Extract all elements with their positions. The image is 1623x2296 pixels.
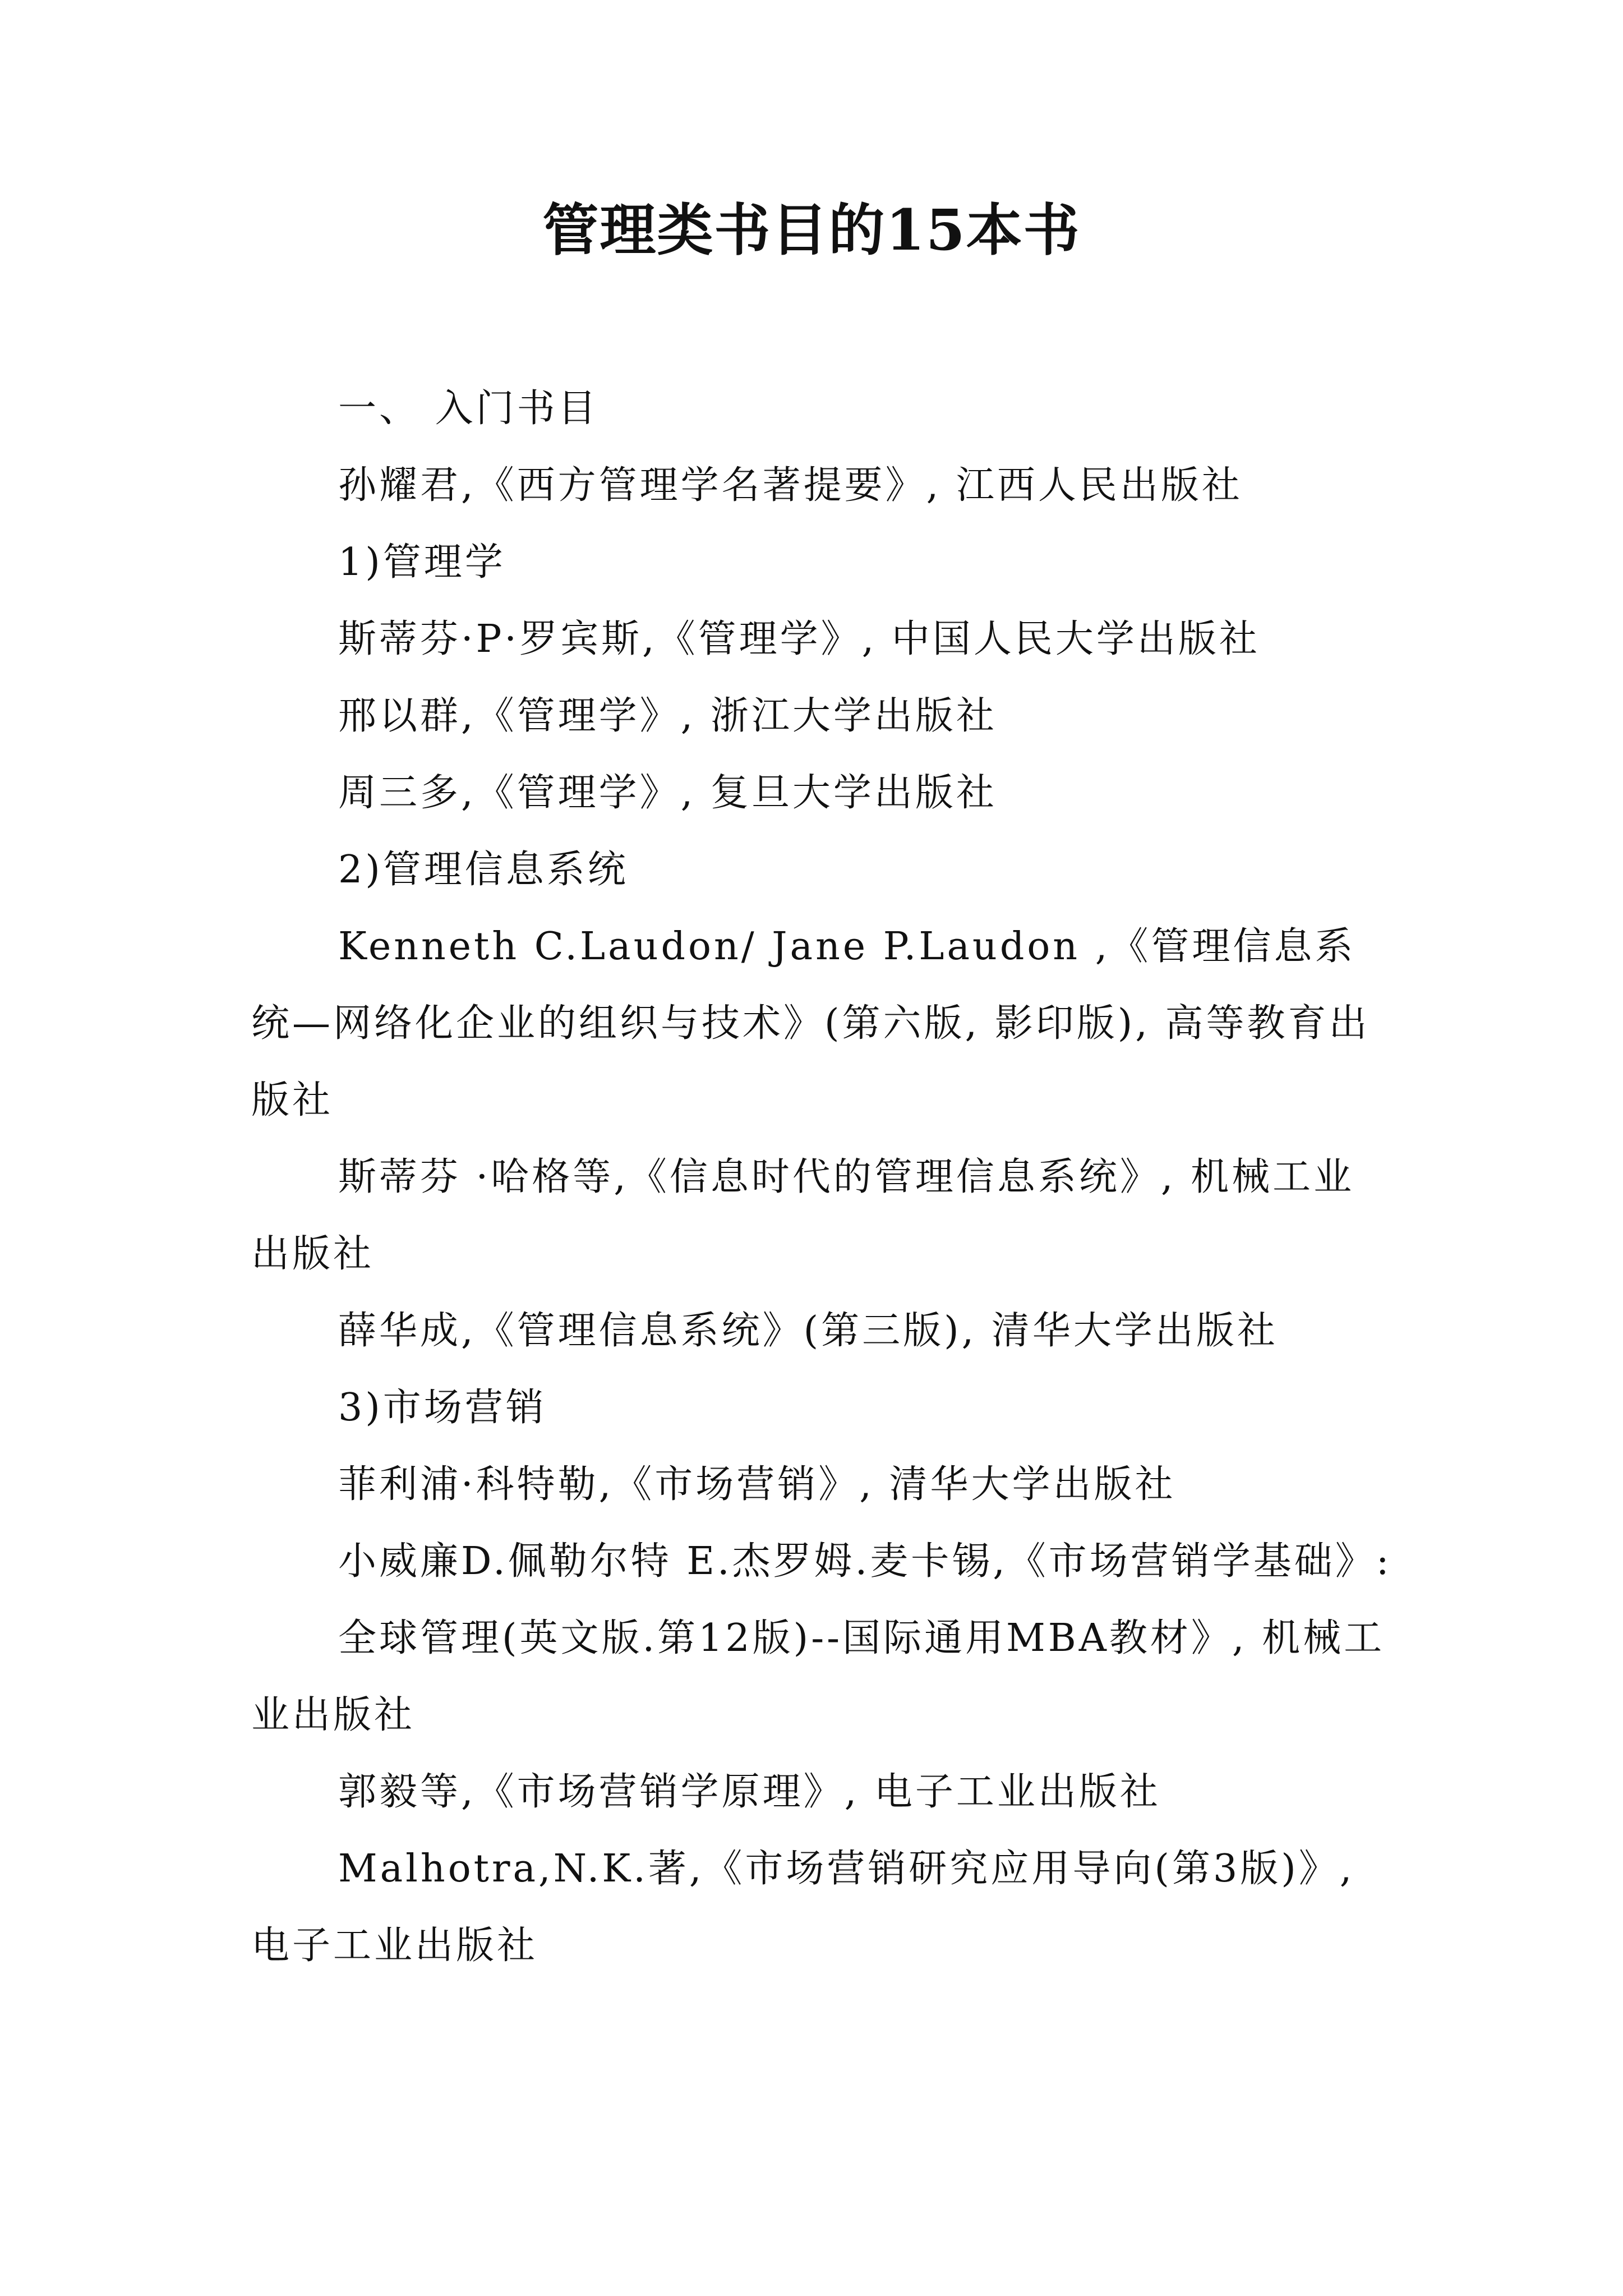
book-entry: 斯蒂芬 ·哈格等,《信息时代的管理信息系统》, 机械工业出版社 — [251, 1155, 1355, 1276]
book-entry: 周三多,《管理学》, 复旦大学出版社 — [338, 771, 997, 815]
subsection-heading-mis: 2)管理信息系统 — [338, 848, 629, 892]
book-entry: 郭毅等,《市场营销学原理》, 电子工业出版社 — [338, 1770, 1161, 1814]
subsection-heading-marketing: 3)市场营销 — [338, 1386, 547, 1430]
subsection-heading-management: 1)管理学 — [338, 540, 506, 585]
book-entry: 孙耀君,《西方管理学名著提要》, 江西人民出版社 — [338, 463, 1243, 508]
section-heading-intro: 一、 入门书目 — [338, 386, 599, 431]
book-entry: 斯蒂芬·P·罗宾斯,《管理学》, 中国人民大学出版社 — [338, 617, 1260, 661]
book-entry: Kenneth C.Laudon/ Jane P.Laudon ,《管理信息系统—网络化企业的组织与技术》(第六版, 影印版), 高等教育出版社 — [251, 924, 1370, 1122]
book-entry: 小威廉D.佩勒尔特 E.杰罗姆.麦卡锡,《市场营销学基础》: — [338, 1539, 1392, 1584]
book-entry: 菲利浦·科特勒,《市场营销》, 清华大学出版社 — [338, 1462, 1176, 1507]
document-title: 管理类书目的15本书 — [542, 197, 1081, 263]
book-entry: Malhotra,N.K.著,《市场营销研究应用导向(第3版)》, 电子工业出版社 — [251, 1847, 1355, 1968]
document-body — [251, 370, 1395, 1984]
book-entry: 薛华成,《管理信息系统》(第三版), 清华大学出版社 — [338, 1309, 1278, 1353]
book-entry: 全球管理(英文版.第12版)--国际通用MBA教材》, 机械工业出版社 — [251, 1616, 1385, 1737]
book-entry: 邢以群,《管理学》, 浙江大学出版社 — [338, 694, 997, 738]
